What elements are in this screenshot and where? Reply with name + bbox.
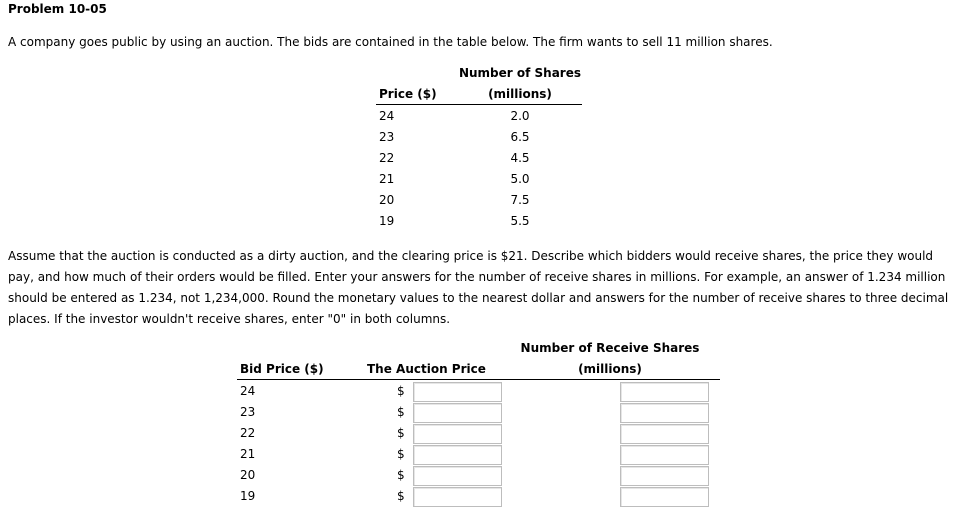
- shares-cell: 5.5: [510, 214, 530, 228]
- receive-shares-input[interactable]: [620, 466, 709, 486]
- bid-price-cell: 24: [240, 384, 256, 398]
- bid-price-cell: 22: [379, 151, 395, 165]
- shares-cell: 5.0: [510, 172, 530, 186]
- dollar-sign: $: [397, 468, 405, 482]
- bid-price-cell: 23: [240, 405, 256, 419]
- bid-price-cell: 21: [240, 447, 256, 461]
- bid-price-cell: 24: [379, 109, 395, 123]
- receive-shares-input[interactable]: [620, 403, 709, 423]
- intro-text: A company goes public by using an auction. The bids are contained in the table below. The firm wants to sell 11 million shares.: [8, 35, 773, 49]
- answer-header-rule: [237, 379, 720, 380]
- shares-cell: 7.5: [510, 193, 530, 207]
- answer-header-auction: The Auction Price: [367, 362, 486, 376]
- answer-header-receive-line2: (millions): [578, 362, 642, 376]
- receive-shares-input[interactable]: [620, 424, 709, 444]
- shares-cell: 6.5: [510, 130, 530, 144]
- shares-cell: 2.0: [510, 109, 530, 123]
- bid-price-cell: 19: [379, 214, 395, 228]
- dollar-sign: $: [397, 384, 405, 398]
- bids-header-shares-line1: Number of Shares: [458, 66, 582, 80]
- dollar-sign: $: [397, 447, 405, 461]
- auction-price-input[interactable]: [413, 403, 502, 423]
- auction-price-input[interactable]: [413, 445, 502, 465]
- auction-price-input[interactable]: [413, 382, 502, 402]
- receive-shares-input[interactable]: [620, 382, 709, 402]
- receive-shares-input[interactable]: [620, 445, 709, 465]
- bid-price-cell: 19: [240, 489, 256, 503]
- auction-price-input[interactable]: [413, 487, 502, 507]
- bid-price-cell: 23: [379, 130, 395, 144]
- instructions-text: Assume that the auction is conducted as a dirty auction, and the clearing price is $21. Describe which bidders would receive shares, the price they would pay, and how much of their orders would be filled. Enter your answers for the number of receive shares in millions. For example, an answer of 1.234 million should be entered as 1.234, not 1,234,000. Round the monetary values to the nearest dollar and answers for the number of receive shares to three decimal places. If the investor wouldn't receive shares, enter "0" in both columns.: [8, 249, 949, 326]
- auction-price-input[interactable]: [413, 424, 502, 444]
- bids-header-shares-line2: (millions): [488, 87, 552, 101]
- dollar-sign: $: [397, 426, 405, 440]
- bid-price-cell: 22: [240, 426, 256, 440]
- answer-header-receive-line1: Number of Receive Shares: [520, 341, 700, 355]
- shares-cell: 4.5: [510, 151, 530, 165]
- dollar-sign: $: [397, 489, 405, 503]
- answer-header-bid: Bid Price ($): [240, 362, 324, 376]
- bids-header-price: Price ($): [379, 87, 437, 101]
- bids-header-rule: [376, 104, 582, 105]
- problem-title: Problem 10-05: [8, 2, 107, 16]
- dollar-sign: $: [397, 405, 405, 419]
- bid-price-cell: 21: [379, 172, 395, 186]
- receive-shares-input[interactable]: [620, 487, 709, 507]
- auction-price-input[interactable]: [413, 466, 502, 486]
- bid-price-cell: 20: [379, 193, 395, 207]
- bid-price-cell: 20: [240, 468, 256, 482]
